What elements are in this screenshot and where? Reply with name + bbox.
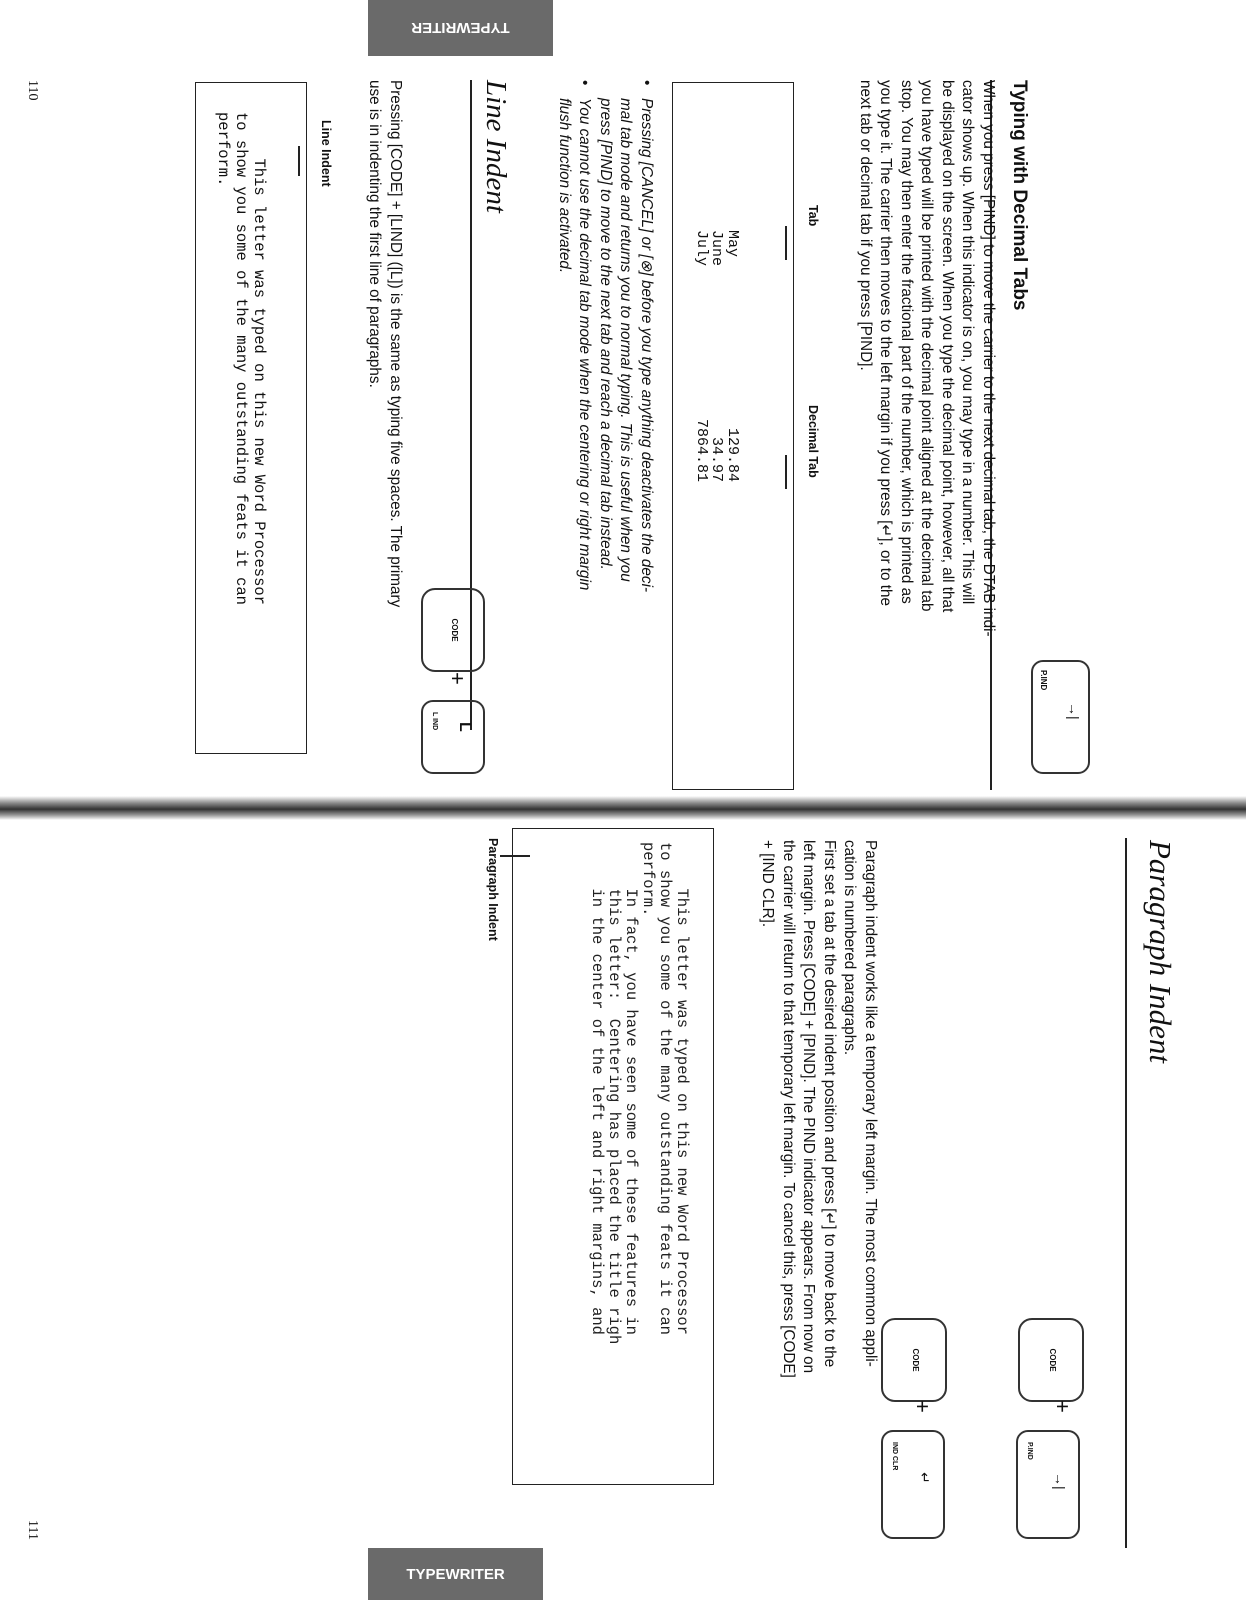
decimal-tabs-body-text [855, 80, 999, 930]
page-number: 110 [25, 80, 40, 101]
text-line: You cannot use the decimal tab mode when the centering or right margin [576, 98, 594, 591]
text-line: to show you some of the many outstanding feats it can [656, 842, 674, 1335]
plus-sign-2 [905, 1400, 935, 1420]
tab-label: Tab [806, 205, 820, 227]
text-line: flush function is activated. [556, 98, 573, 274]
page-number-111 [18, 1520, 40, 1560]
text-line: press [PIND] to move to the next tab and reach a decimal tab instead. [597, 98, 614, 570]
text-line: the carrier will return to that temporary left margin. To cancel this, press [CODE] [780, 840, 797, 1378]
heading-rule [1125, 838, 1127, 1548]
text-line: cator shows up. When this indicator is on, you may type in a number. This will [959, 80, 977, 605]
pind-key-illustration [1031, 660, 1090, 774]
paragraph-indent-label-content [480, 838, 500, 978]
text-line: perform. [214, 112, 232, 187]
text-line: cation is numbered paragraphs. [841, 840, 859, 1056]
line-indent-heading [472, 80, 512, 380]
plus-icon: + [910, 1400, 935, 1413]
paragraph-indent-heading-content [1138, 840, 1178, 1100]
paragraph-indent-body [755, 840, 880, 1540]
text-line: you have typed will be printed with the decimal point aligned at the decimal tab [918, 80, 936, 612]
decimal-tabs-body-content [858, 80, 998, 930]
plus-icon: + [1050, 1400, 1075, 1413]
code-key-label: CODE [911, 1348, 921, 1372]
section-heading-paragraph-indent: Paragraph Indent [1143, 840, 1178, 1064]
tab-arrow-icon: →| [1052, 1472, 1068, 1490]
text-line: use is in indenting the first line of paragraphs. [366, 80, 384, 388]
lind-key-illustration [425, 700, 485, 770]
plus-sign [440, 672, 470, 692]
line-indent-body-text [364, 80, 405, 780]
paragraph-indent-example [540, 842, 690, 1482]
tab-arrow-icon: →| [1066, 702, 1082, 720]
pind-key-illustration [1020, 1430, 1080, 1535]
line-indent-label [313, 120, 333, 210]
page-number-110 [18, 80, 40, 120]
indclr-key-label: IND CLR [891, 1442, 898, 1471]
text-line: you type it. The carrier then moves to the left margin if you press [↵], or to the [877, 80, 895, 607]
text-line: left margin. Press [CODE] + [PIND]. The PIND indicator appears. From now on [800, 840, 818, 1374]
code-key-illustration-2 [885, 1318, 947, 1398]
lind-key-label: L IND [431, 712, 438, 731]
text-line: Paragraph indent works like a temporary left margin. The most common appli- [862, 840, 879, 1367]
code-key-illustration-content [425, 588, 485, 668]
text-line: Pressing [CODE] + [LIND] ([L]) is the same as typing five spaces. The primary [387, 80, 404, 608]
line-indent-body-content [360, 80, 405, 780]
line-indent-label: Line Indent [319, 120, 333, 187]
pind-key-label: P.IND [1039, 670, 1048, 691]
decimal-tab-notes [528, 80, 656, 800]
line-indent-example [198, 112, 268, 762]
decimal-tab-label-content [800, 405, 820, 505]
line-indent-example-text [214, 112, 268, 762]
decimal-tab-note-1 [595, 80, 657, 800]
text-line: Pressing [CANCEL] or [⊗] before you type anything deactivates the deci- [638, 98, 655, 593]
text-line: In fact, you have seen some of these features in [622, 842, 640, 1335]
page-number-110-content [18, 80, 40, 120]
text-line: perform. [639, 842, 657, 917]
example-row: May 129.84 [724, 230, 741, 483]
code-key [881, 1318, 947, 1402]
paragraph-indent-body-content [755, 840, 880, 1540]
indclr-key-illustration [885, 1430, 945, 1535]
section-tab-band [368, 0, 553, 56]
text-line: to show you some of the many outstanding feats it can [232, 112, 250, 605]
text-line: mal tab mode and returns you to normal typing. This is useful when you [617, 98, 635, 582]
decimal-tabs-body [858, 80, 998, 930]
code-key-illustration-1-content [1022, 1318, 1084, 1398]
tab-label-content [800, 205, 820, 245]
text-line: next tab or decimal tab if you press [PIND]. [857, 80, 874, 371]
section-tab-typewriter-bottom: TYPEWRITER [368, 1548, 543, 1600]
plus-sign-content [440, 672, 470, 692]
text-line: this letter: Centering has placed the title righ [605, 842, 623, 1345]
tab-label [800, 205, 820, 245]
decimal-tab-notes-content [528, 80, 656, 800]
bullet: • [638, 80, 655, 86]
text-line: When you press [PIND] to move the carrier to the next decimal tab, the DTAB indi- [980, 80, 997, 637]
pind-key-illustration-content [1020, 1430, 1080, 1535]
pind-key-content [1035, 660, 1090, 770]
paragraph-indent-body-text [757, 840, 880, 1540]
indclr-key-illustration-content [885, 1430, 945, 1535]
decimal-tab-notes [554, 80, 657, 800]
decimal-tab-example-rows [690, 230, 740, 530]
decimal-tab-rows [694, 230, 741, 530]
section-tab-typewriter: TYPEWRITER [368, 0, 553, 56]
text-line: This letter was typed on this new Word Processor [673, 842, 691, 1335]
paragraph-indent-example-content [540, 842, 690, 1482]
code-key [421, 588, 485, 672]
lind-key [421, 700, 485, 774]
paragraph-indent-heading [1138, 840, 1178, 1100]
code-key [1018, 1318, 1084, 1402]
decimal-tabs-heading [1000, 80, 1030, 410]
lind-key-illustration-content [425, 700, 485, 770]
code-key-illustration-1 [1022, 1318, 1084, 1398]
code-key-illustration [425, 588, 485, 668]
pind-key [1035, 660, 1090, 770]
text-line: First set a tab at the desired indent position and press [↵] to move back to the [821, 840, 838, 1368]
code-key-label: CODE [450, 618, 459, 642]
text-line: This letter was typed on this new Word Processor [250, 112, 268, 605]
plus-sign-2-content [905, 1400, 935, 1420]
page-number-111-content [18, 1520, 40, 1560]
paragraph-indent-example-text [588, 842, 690, 1482]
decimal-tab-label: Decimal Tab [806, 405, 820, 478]
example-row: July 7864.81 [693, 230, 710, 483]
l-key-label: L [456, 722, 473, 732]
bullet: • [576, 80, 594, 86]
plus-sign-1 [1045, 1400, 1075, 1420]
line-indent-heading-content [472, 80, 512, 380]
section-heading: Typing with Decimal Tabs [1009, 80, 1030, 311]
pind-key-label: P.IND [1026, 1442, 1033, 1460]
example-row: June 34.97 [708, 230, 726, 483]
plus-sign-1-content [1045, 1400, 1075, 1420]
text-line: + [IND CLR]. [759, 840, 777, 928]
page-number: 111 [25, 1520, 40, 1540]
line-indent-body [360, 80, 405, 780]
plus-icon: + [445, 672, 470, 685]
decimal-tab-example-rows-content [690, 230, 740, 530]
paragraph-indent-label [480, 838, 500, 978]
pind-key [1016, 1430, 1080, 1539]
text-line: stop. You may then enter the fractional part of the number, which is printed as [898, 80, 915, 604]
decimal-tab-note-2 [554, 80, 595, 800]
text-line: in the center of the left and right margins, and [588, 842, 606, 1335]
paragraph-indent-label: Paragraph Indent [486, 838, 500, 941]
line-indent-label-content [313, 120, 333, 210]
return-arrow-icon: ↵ [917, 1472, 933, 1484]
indclr-key [881, 1430, 945, 1539]
decimal-tab-label [800, 405, 820, 505]
code-key-label: CODE [1048, 1348, 1058, 1372]
text-line: be displayed on the screen. When you type the decimal point, however, all that [939, 80, 956, 613]
code-key-illustration-2-content [885, 1318, 947, 1398]
section-heading-line-indent: Line Indent [480, 80, 512, 213]
decimal-tabs-heading-content [1000, 80, 1030, 410]
line-indent-example-content [198, 112, 268, 762]
